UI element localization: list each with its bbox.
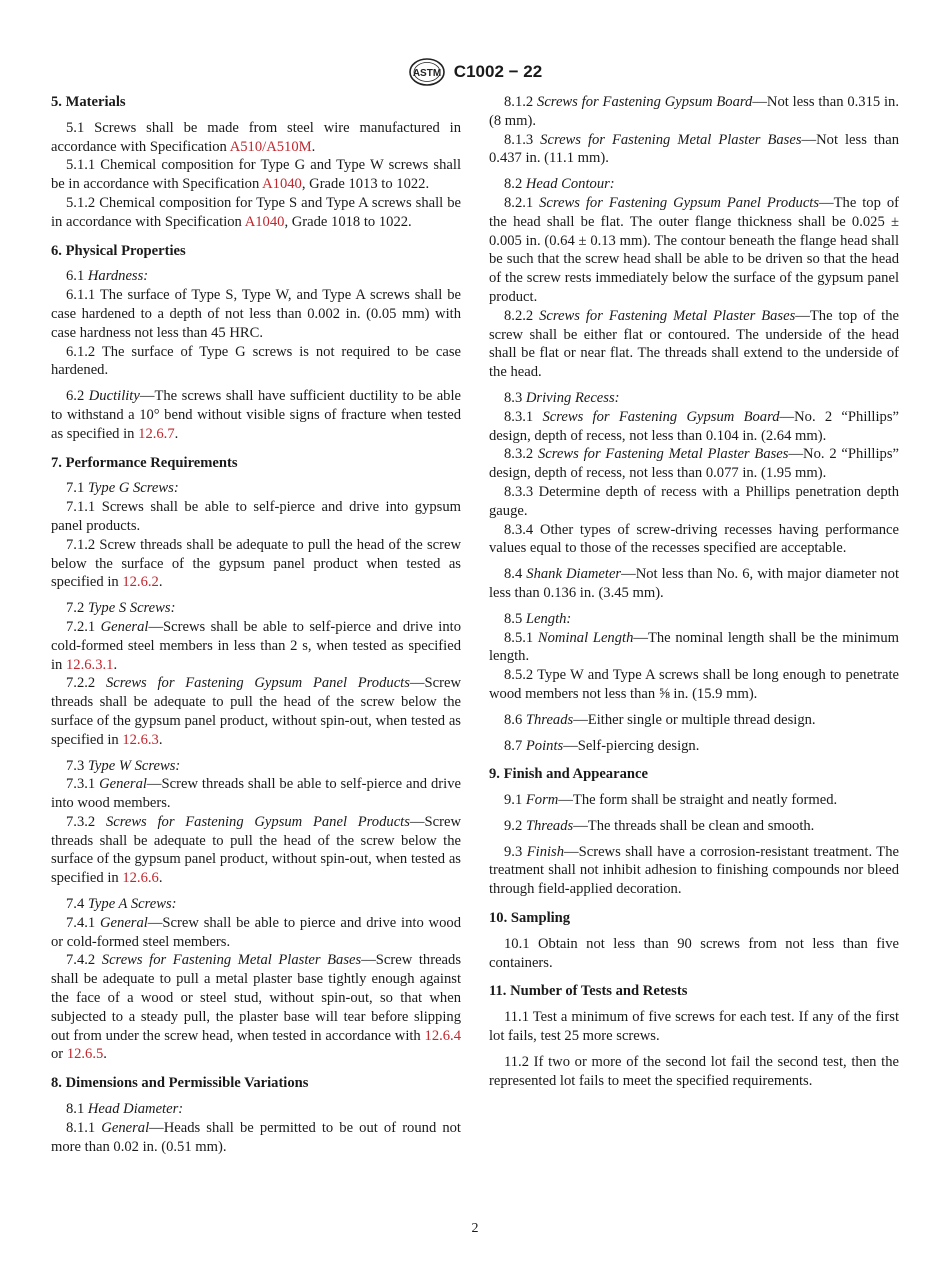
paragraph: 5.1 Screws shall be made from steel wire manufactured in accordance with Specification A510/A510M. [51, 119, 461, 155]
paragraph: 5.1.2 Chemical composition for Type S and Type A screws shall be in accordance with Specification A1040, Grade 1018 to 1022. [51, 194, 461, 230]
spec-link[interactable]: A1040 [262, 176, 302, 193]
section-link[interactable]: 12.6.7 [138, 425, 175, 442]
paragraph: 7.2.2 Screws for Fastening Gypsum Panel Products—Screw threads shall be adequate to pull the head of the screw below the surface of the gypsum panel product, without spin-out, when tested as specified in 12.6.3. [51, 675, 461, 748]
paragraph: 8.1.2 Screws for Fastening Gypsum Board—Not less than 0.315 in. (8 mm). [489, 94, 899, 129]
svg-text:ASTM: ASTM [412, 68, 441, 79]
section-heading: 6. Physical Properties [51, 242, 186, 259]
left-column [51, 93, 461, 1156]
section-link[interactable]: 12.6.3 [122, 731, 159, 748]
page-number: 2 [471, 1221, 479, 1236]
paragraph: 9.2 Threads—The threads shall be clean and smooth. [504, 817, 815, 834]
paragraph: 8.3.1 Screws for Fastening Gypsum Board—No. 2 “Phillips” design, depth of recess, not less than 0.104 in. (2.64 mm). [489, 408, 899, 444]
paragraph: 5.1.1 Chemical composition for Type G and Type W screws shall be in accordance with Specification A1040, Grade 1013 to 1022. [51, 157, 461, 193]
section-heading: 9. Finish and Appearance [489, 766, 648, 783]
paragraph: 8.3 Driving Recess: [504, 389, 620, 406]
paragraph: 8.6 Threads—Either single or multiple thread design. [504, 711, 816, 728]
paragraph: 6.1.2 The surface of Type G screws is not required to be case hardened. [51, 343, 461, 379]
paragraph: 7.4 Type A Screws: [66, 896, 177, 913]
paragraph: 6.1 Hardness: [66, 268, 149, 285]
paragraph: 7.2 Type S Screws: [66, 600, 176, 617]
section-link[interactable]: 12.6.4 [424, 1027, 461, 1044]
document-designation: C1002 − 22 [453, 62, 543, 81]
paragraph: 8.1 Head Diameter: [66, 1101, 184, 1118]
paragraph: 7.4.2 Screws for Fastening Metal Plaster Bases—Screw threads shall be adequate to pull a metal plaster base tightly enough against the face of a wood or steel stud, without spin-out, so that when subjected to a steady pull, the plaster base will tear before slipping out from under the screw head, when tested in accordance with 12.6.4 or 12.6.5. [51, 952, 462, 1063]
paragraph: 8.3.2 Screws for Fastening Metal Plaster Bases—No. 2 “Phillips” design, depth of recess, not less than 0.077 in. (1.95 mm). [489, 446, 899, 482]
section-heading: 10. Sampling [489, 910, 571, 927]
paragraph: 6.1.1 The surface of Type S, Type W, and Type A screws shall be case hardened to a depth of not less than 0.002 in. (0.05 mm) with case hardness not less than 45 HRC. [51, 287, 461, 341]
right-column [489, 93, 899, 1090]
section-link[interactable]: 12.6.3.1 [66, 656, 114, 673]
paragraph: 7.1.2 Screw threads shall be adequate to pull the head of the screw below the surface of the gypsum panel product when tested as specified in 12.6.2. [51, 536, 461, 591]
paragraph: 7.3.1 General—Screw threads shall be able to self-pierce and drive into wood members. [51, 776, 461, 812]
paragraph: 7.1.1 Screws shall be able to self-pierce and drive into gypsum panel products. [51, 499, 461, 534]
section-heading: 7. Performance Requirements [51, 454, 238, 471]
paragraph: 10.1 Obtain not less than 90 screws from not less than five containers. [489, 935, 899, 971]
paragraph: 7.3.2 Screws for Fastening Gypsum Panel Products—Screw threads shall be adequate to pull the head of the screw below the surface of the gypsum panel product, without spin-out, when tested as specified in 12.6.6. [51, 813, 461, 887]
page-header [0, 57, 950, 87]
paragraph: 8.4 Shank Diameter—Not less than No. 6, with major diameter not less than 0.136 in. (3.45 mm). [489, 566, 899, 601]
paragraph: 8.5.1 Nominal Length—The nominal length shall be the minimum length. [489, 629, 899, 665]
paragraph: 7.3 Type W Screws: [66, 757, 181, 774]
section-heading: 8. Dimensions and Permissible Variations [51, 1075, 309, 1092]
paragraph: 9.1 Form—The form shall be straight and neatly formed. [504, 792, 838, 809]
section-link[interactable]: 12.6.2 [122, 574, 159, 591]
paragraph: 8.1.3 Screws for Fastening Metal Plaster Bases—Not less than 0.437 in. (11.1 mm). [489, 131, 899, 167]
paragraph: 8.2.2 Screws for Fastening Metal Plaster Bases—The top of the screw shall be either flat or contoured. The underside of the head shall be flat or near flat. The threads shall extend to the underside of the head. [489, 307, 899, 381]
paragraph: 8.5.2 Type W and Type A screws shall be long enough to penetrate wood members not less than ⅝ in. (15.9 mm). [489, 667, 899, 702]
section-link[interactable]: 12.6.6 [122, 870, 159, 887]
paragraph: 7.4.1 General—Screw shall be able to pierce and drive into wood or cold-formed steel members. [51, 914, 461, 950]
paragraph: 11.1 Test a minimum of five screws for each test. If any of the first lot fails, test 25 more screws. [489, 1009, 899, 1045]
section-heading: 11. Number of Tests and Retests [489, 983, 688, 1000]
section-heading: 5. Materials [51, 94, 126, 110]
paragraph: 8.2 Head Contour: [504, 176, 615, 193]
paragraph: 7.1 Type G Screws: [66, 480, 179, 497]
paragraph: 11.2 If two or more of the second lot fail the second test, then the represented lot fails to meet the specified requirements. [489, 1053, 899, 1089]
section-link[interactable]: 12.6.5 [66, 1046, 104, 1063]
astm-logo-icon [408, 57, 446, 87]
paragraph: 8.3.3 Determine depth of recess with a Phillips penetration depth gauge. [489, 483, 899, 519]
paragraph: 8.2.1 Screws for Fastening Gypsum Panel Products—The top of the head shall be flat. The outer flange thickness shall be 0.025 ± 0.005 in. (0.64 ± 0.13 mm). The contour beneath the flange head shall be such that the screw head shall be able to be driven so that the head of the screw rests immediately below the surface of the gypsum panel product. [489, 194, 899, 305]
paragraph: 9.3 Finish—Screws shall have a corrosion-resistant treatment. The treatment shall not inhibit adhesion to finishing compounds nor bleed through field-applied decoration. [489, 843, 899, 898]
paragraph: 7.2.1 General—Screws shall be able to self-pierce and drive into cold-formed steel members in less than 2 s, when tested as specified in 12.6.3.1. [51, 618, 461, 673]
paragraph: 8.1.1 General—Heads shall be permitted to be out of round not more than 0.02 in. (0.51 mm). [51, 1119, 461, 1155]
paragraph: 8.3.4 Other types of screw-driving recesses having performance values equal to those of the recesses specified are acceptable. [489, 521, 899, 557]
spec-link[interactable]: A1040 [244, 213, 285, 230]
paragraph: 8.7 Points—Self-piercing design. [504, 737, 700, 754]
paragraph: 8.5 Length: [504, 610, 572, 627]
spec-link[interactable]: A510/A510M [229, 138, 312, 155]
paragraph: 6.2 Ductility—The screws shall have sufficient ductility to be able to withstand a 10° bend without visible signs of fracture when tested as specified in 12.6.7. [51, 388, 462, 442]
